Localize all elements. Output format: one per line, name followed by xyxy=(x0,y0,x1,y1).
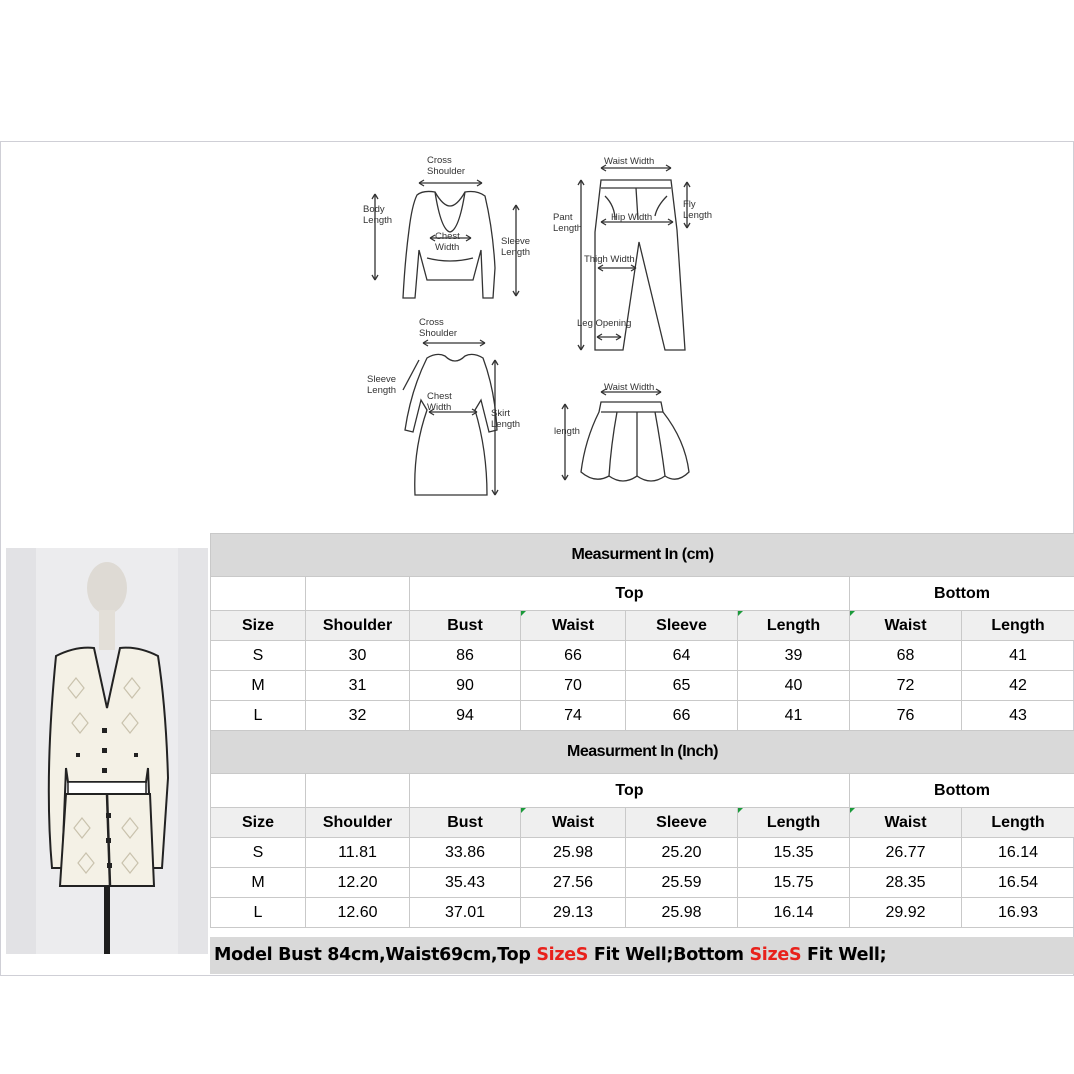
table-cell: L xyxy=(211,898,306,928)
label-dress-chest-width-2: Width xyxy=(427,402,452,413)
table-cell: 74 xyxy=(521,701,626,731)
col-header-shoulder: Shoulder xyxy=(306,611,410,641)
empty-cell xyxy=(306,774,410,808)
table-row xyxy=(211,838,1074,868)
table-cell: M xyxy=(211,671,306,701)
table-cell: 28.35 xyxy=(850,868,962,898)
label-pant-length-2: Length xyxy=(553,223,583,234)
table-cell: 72 xyxy=(850,671,962,701)
table-cell: 43 xyxy=(962,701,1074,731)
col-header-bottom-length: Length xyxy=(962,808,1074,838)
dress-outline-icon xyxy=(405,354,497,495)
col-header-waist: Waist xyxy=(521,808,626,838)
measurement-diagram xyxy=(355,150,735,505)
label-leg-opening: Leg Opening xyxy=(577,318,632,329)
table-cell: 16.93 xyxy=(962,898,1074,928)
table-cell: 94 xyxy=(410,701,521,731)
table-cell: 30 xyxy=(306,641,410,671)
col-header-sleeve: Sleeve xyxy=(626,808,738,838)
table-cell: 12.60 xyxy=(306,898,410,928)
table-cell: 66 xyxy=(626,701,738,731)
mannequin-image xyxy=(6,548,208,954)
label-pant-length-1: Pant xyxy=(553,212,573,223)
label-skirt-length: length xyxy=(554,426,580,437)
size-tables xyxy=(210,533,1074,928)
table-cell: 25.98 xyxy=(626,898,738,928)
label-skirt-length-2: Length xyxy=(491,419,521,430)
table-cell: 25.20 xyxy=(626,838,738,868)
table-cell: 41 xyxy=(738,701,850,731)
table-cell: 70 xyxy=(521,671,626,701)
table-cell: L xyxy=(211,701,306,731)
label-chest-width-1: Chest xyxy=(435,231,460,242)
table-row xyxy=(211,641,1074,671)
label-body-length-2: Length xyxy=(363,215,393,226)
label-body-length-1: Body xyxy=(363,204,385,215)
table-cell: 64 xyxy=(626,641,738,671)
table-cell: M xyxy=(211,868,306,898)
garment-diagrams-svg xyxy=(355,150,735,505)
table-cell: 29.13 xyxy=(521,898,626,928)
table-cell: 32 xyxy=(306,701,410,731)
table-cell: 33.86 xyxy=(410,838,521,868)
table-cell: 42 xyxy=(962,671,1074,701)
table-cell: 39 xyxy=(738,641,850,671)
table-cell: 41 xyxy=(962,641,1074,671)
model-fit-note xyxy=(210,937,1074,974)
cm-table-title: Measurment In (cm) xyxy=(211,534,1074,577)
col-header-bust: Bust xyxy=(410,808,521,838)
table-cell: 15.35 xyxy=(738,838,850,868)
table-cell: 40 xyxy=(738,671,850,701)
empty-cell xyxy=(211,577,306,611)
cm-group-top: Top xyxy=(410,577,850,611)
table-cell: 37.01 xyxy=(410,898,521,928)
label-dress-sleeve-length-2: Length xyxy=(367,385,397,396)
table-cell: 66 xyxy=(521,641,626,671)
table-cell: 35.43 xyxy=(410,868,521,898)
note-text-2: Fit Well;Bottom xyxy=(588,945,750,965)
table-cell: 29.92 xyxy=(850,898,962,928)
note-size-1: SizeS xyxy=(536,945,589,965)
col-header-waist: Waist xyxy=(521,611,626,641)
table-cell: 25.59 xyxy=(626,868,738,898)
label-dress-cross-shoulder-1: Cross xyxy=(419,317,444,328)
label-sleeve-length-1: Sleeve xyxy=(501,236,531,247)
table-cell: 11.81 xyxy=(306,838,410,868)
col-header-length: Length xyxy=(738,808,850,838)
label-hip-width: Hip Width xyxy=(611,212,653,223)
cm-size-table xyxy=(210,533,1074,928)
table-cell: 16.54 xyxy=(962,868,1074,898)
col-header-bust: Bust xyxy=(410,611,521,641)
col-header-length: Length xyxy=(738,611,850,641)
inch-group-top: Top xyxy=(410,774,850,808)
note-text-1: Model Bust 84cm,Waist69cm,Top xyxy=(214,945,537,965)
label-dress-sleeve-length-1: Sleeve xyxy=(367,374,397,385)
note-text-3: Fit Well; xyxy=(801,945,887,965)
label-sleeve-length-2: Length xyxy=(501,247,531,258)
table-cell: 15.75 xyxy=(738,868,850,898)
col-header-bottom-length: Length xyxy=(962,611,1074,641)
label-skirt-waist-width: Waist Width xyxy=(604,382,655,393)
table-cell: 26.77 xyxy=(850,838,962,868)
label-skirt-length-1: Skirt xyxy=(491,408,510,419)
skirt-outline-icon xyxy=(581,402,689,481)
table-row xyxy=(211,701,1074,731)
col-header-bottom-waist: Waist xyxy=(850,611,962,641)
table-cell: 31 xyxy=(306,671,410,701)
table-cell: S xyxy=(211,641,306,671)
product-photo xyxy=(6,548,208,954)
table-cell: 12.20 xyxy=(306,868,410,898)
table-cell: 16.14 xyxy=(962,838,1074,868)
col-header-shoulder: Shoulder xyxy=(306,808,410,838)
label-thigh-width: Thigh Width xyxy=(584,254,635,265)
label-waist-width: Waist Width xyxy=(604,156,655,167)
label-fly-length-2: Length xyxy=(683,210,713,221)
label-cross-shoulder-1: Cross xyxy=(427,155,452,166)
table-cell: 16.14 xyxy=(738,898,850,928)
label-dress-chest-width-1: Chest xyxy=(427,391,452,402)
label-dress-cross-shoulder-2: Shoulder xyxy=(419,328,458,339)
inch-table-title: Measurment In (Inch) xyxy=(211,731,1074,774)
table-cell: 27.56 xyxy=(521,868,626,898)
table-row xyxy=(211,898,1074,928)
label-cross-shoulder-2: Shoulder xyxy=(427,166,466,177)
col-header-sleeve: Sleeve xyxy=(626,611,738,641)
label-fly-length-1: Fly xyxy=(683,199,696,210)
table-cell: 90 xyxy=(410,671,521,701)
cm-group-bottom: Bottom xyxy=(850,577,1074,611)
table-cell: 65 xyxy=(626,671,738,701)
table-row xyxy=(211,868,1074,898)
inch-group-bottom: Bottom xyxy=(850,774,1074,808)
table-row xyxy=(211,671,1074,701)
note-size-2: SizeS xyxy=(749,945,802,965)
table-cell: 25.98 xyxy=(521,838,626,868)
empty-cell xyxy=(211,774,306,808)
col-header-bottom-waist: Waist xyxy=(850,808,962,838)
label-chest-width-2: Width xyxy=(435,242,460,253)
col-header-size: Size xyxy=(211,611,306,641)
col-header-size: Size xyxy=(211,808,306,838)
table-cell: 68 xyxy=(850,641,962,671)
table-cell: S xyxy=(211,838,306,868)
empty-cell xyxy=(306,577,410,611)
table-cell: 76 xyxy=(850,701,962,731)
table-cell: 86 xyxy=(410,641,521,671)
